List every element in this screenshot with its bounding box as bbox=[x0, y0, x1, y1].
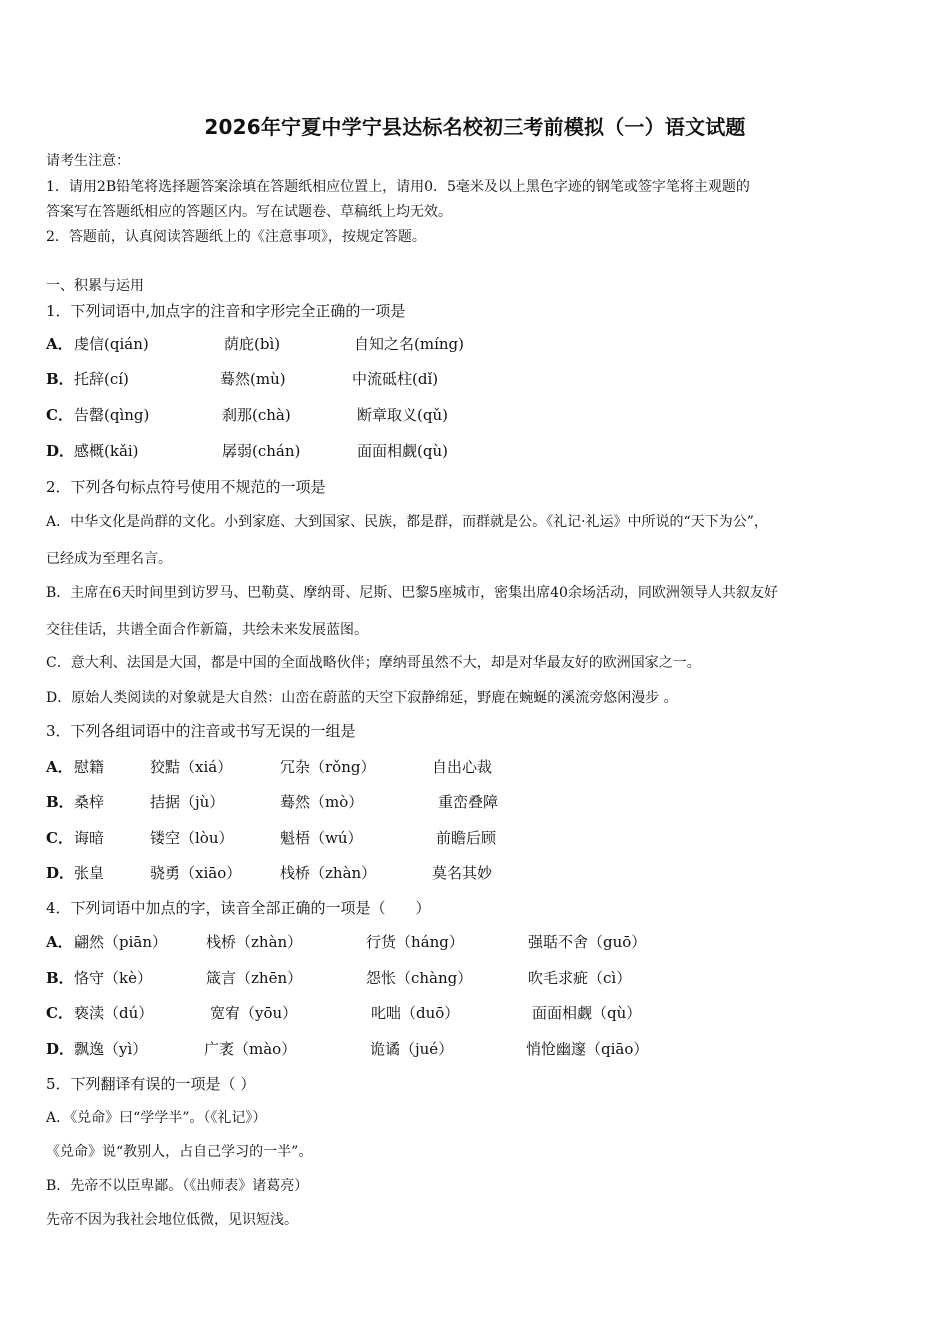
q1-stem: 1．下列词语中,加点字的注音和字形完全正确的一项是 bbox=[46, 302, 406, 320]
option-letter: A． bbox=[46, 933, 73, 951]
option-word: 广袤（mào） bbox=[204, 1040, 297, 1058]
option-word: 镂空（lòu） bbox=[150, 829, 234, 847]
option-word: 骁勇（xiāo） bbox=[150, 864, 242, 882]
option-word: 孱弱(chán) bbox=[222, 442, 301, 460]
option-word: 叱咄（duō） bbox=[371, 1004, 460, 1022]
option-word: 宽宥（yōu） bbox=[210, 1004, 298, 1022]
option-word: 拮据（jù） bbox=[150, 793, 225, 811]
option-letter: C． bbox=[46, 829, 73, 847]
option-word: 栈桥（zhàn） bbox=[280, 864, 377, 882]
notice-line-1: 1．请用2B铅笔将选择题答案涂填在答题纸相应位置上，请用0．5毫米及以上黑色字迹的钢笔或签字笔将主观题的 bbox=[46, 179, 750, 195]
option-letter: A． bbox=[46, 758, 73, 776]
option-word: 中流砥柱(dǐ) bbox=[352, 370, 439, 388]
q2-option-b-line1[interactable]: B．主席在6天时间里到访罗马、巴勒莫、摩纳哥、尼斯、巴黎5座城市，密集出席40余场活动，同欧洲领导人共叙友好 bbox=[46, 585, 778, 601]
q5-stem: 5．下列翻译有误的一项是（ ） bbox=[46, 1075, 256, 1093]
option-word: 慰籍 bbox=[74, 758, 105, 776]
q2-option-d[interactable]: D．原始人类阅读的对象就是大自然：山峦在蔚蓝的天空下寂静绵延，野鹿在蜿蜒的溪流旁悠闲漫步 。 bbox=[46, 690, 678, 706]
option-letter: B． bbox=[46, 969, 74, 987]
option-word: 飘逸（yì） bbox=[74, 1040, 148, 1058]
option-letter: B． bbox=[46, 370, 74, 388]
option-word: 感概(kǎi) bbox=[74, 442, 139, 460]
option-word: 断章取义(qǔ) bbox=[357, 406, 448, 424]
option-word: 亵渎（dú） bbox=[74, 1004, 154, 1022]
q5-option-b[interactable]: B．先帝不以臣卑鄙。（《出师表》诸葛亮） bbox=[46, 1178, 309, 1194]
option-letter: D． bbox=[46, 442, 75, 460]
option-letter: B． bbox=[46, 793, 74, 811]
option-word: 告罄(qìng) bbox=[74, 406, 150, 424]
option-word: 狡黠（xiá） bbox=[150, 758, 233, 776]
section-heading: 一、积累与运用 bbox=[46, 278, 144, 294]
option-word: 桑梓 bbox=[74, 793, 105, 811]
q3-stem: 3．下列各组词语中的注音或书写无误的一组是 bbox=[46, 722, 356, 740]
option-word: 重峦叠障 bbox=[438, 793, 499, 811]
option-word: 翩然（piān） bbox=[74, 933, 168, 951]
option-word: 栈桥（zhàn） bbox=[206, 933, 303, 951]
option-word: 冗杂（rǒng） bbox=[280, 758, 376, 776]
notice-line-3: 2．答题前，认真阅读答题纸上的《注意事项》，按规定答题。 bbox=[46, 229, 426, 245]
q5-option-a[interactable]: A．《兑命》曰“学学半”。（《礼记》） bbox=[46, 1110, 267, 1126]
option-word: 蓦然（mò） bbox=[280, 793, 364, 811]
option-letter: D． bbox=[46, 1040, 75, 1058]
q4-stem: 4．下列词语中加点的字，读音全部正确的一项是（ ） bbox=[46, 899, 431, 917]
q2-option-a-line1[interactable]: A．中华文化是尚群的文化。小到家庭、大到国家、民族，都是群，而群就是公。《礼记·礼运》中所说的“天下为公”， bbox=[46, 514, 768, 530]
notice-heading: 请考生注意： bbox=[46, 153, 130, 169]
option-word: 强聒不舍（guō） bbox=[528, 933, 647, 951]
page-title: 2026年宁夏中学宁县达标名校初三考前模拟（一）语文试题 bbox=[204, 115, 746, 139]
option-word: 前瞻后顾 bbox=[436, 829, 497, 847]
q2-option-a-line2: 已经成为至理名言。 bbox=[46, 551, 172, 567]
option-word: 吹毛求疵（cì） bbox=[528, 969, 632, 987]
q2-stem: 2．下列各句标点符号使用不规范的一项是 bbox=[46, 478, 326, 496]
option-word: 刹那(chà) bbox=[222, 406, 291, 424]
option-letter: A． bbox=[46, 335, 73, 353]
option-word: 怨怅（chàng） bbox=[366, 969, 473, 987]
option-letter: C． bbox=[46, 406, 73, 424]
option-word: 面面相觑(qù) bbox=[357, 442, 448, 460]
option-word: 诡谲（jué） bbox=[370, 1040, 454, 1058]
option-word: 自出心裁 bbox=[432, 758, 493, 776]
option-word: 莫名其妙 bbox=[432, 864, 493, 882]
option-word: 虔信(qián) bbox=[74, 335, 149, 353]
notice-line-2: 答案写在答题纸相应的答题区内。写在试题卷、草稿纸上均无效。 bbox=[46, 204, 452, 220]
option-word: 恪守（kè） bbox=[74, 969, 152, 987]
option-word: 荫庇(bì) bbox=[224, 335, 281, 353]
option-word: 诲暗 bbox=[74, 829, 105, 847]
option-word: 蓦然(mù) bbox=[220, 370, 286, 388]
q5-option-b-translation: 先帝不因为我社会地位低微，见识短浅。 bbox=[46, 1212, 298, 1228]
option-word: 托辞(cí) bbox=[74, 370, 129, 388]
q2-option-b-line2: 交往佳话，共谱全面合作新篇，共绘未来发展蓝图。 bbox=[46, 622, 368, 638]
q5-option-a-translation: 《兑命》说“教别人，占自己学习的一半”。 bbox=[46, 1144, 313, 1160]
option-word: 张皇 bbox=[74, 864, 105, 882]
option-word: 自知之名(míng) bbox=[354, 335, 464, 353]
option-letter: C． bbox=[46, 1004, 73, 1022]
option-word: 行货（háng） bbox=[366, 933, 464, 951]
q2-option-c[interactable]: C．意大利、法国是大国，都是中国的全面战略伙伴；摩纳哥虽然不大，却是对华最友好的欧洲国家之一。 bbox=[46, 655, 701, 671]
option-word: 面面相觑（qù） bbox=[532, 1004, 642, 1022]
option-word: 箴言（zhēn） bbox=[206, 969, 303, 987]
option-word: 魁梧（wú） bbox=[280, 829, 363, 847]
option-word: 悄怆幽邃（qiāo） bbox=[526, 1040, 649, 1058]
option-letter: D． bbox=[46, 864, 75, 882]
